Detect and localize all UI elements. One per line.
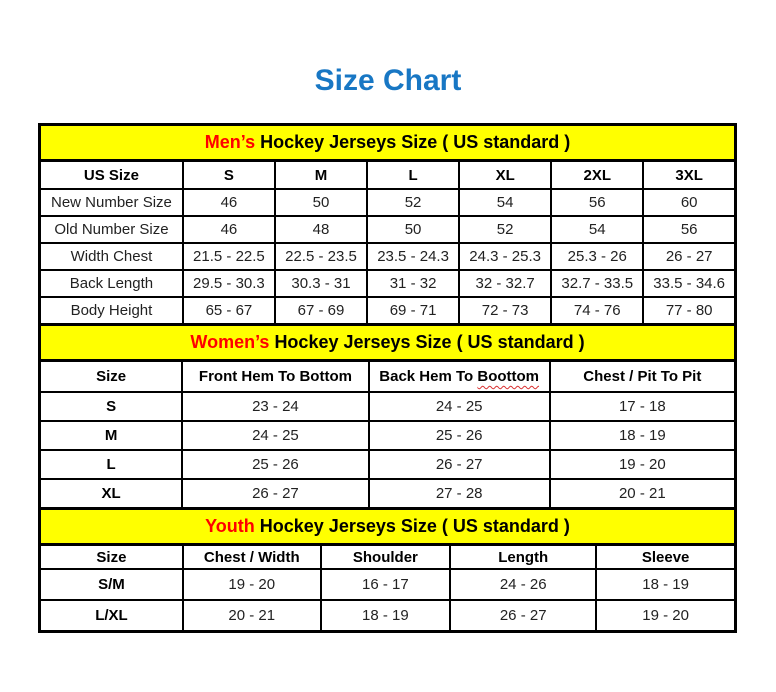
value-cell: 31 - 32	[367, 270, 459, 297]
mens-banner-accent: Men’s	[204, 132, 256, 152]
column-header-cell: US Size	[40, 161, 183, 190]
column-header-cell: L	[367, 161, 459, 190]
row-label-cell: Width Chest	[40, 243, 183, 270]
table-row	[40, 216, 736, 243]
womens-banner-row	[40, 325, 736, 361]
column-header-cell: Size	[40, 545, 183, 570]
value-cell: 67 - 69	[275, 297, 367, 325]
value-cell: 19 - 20	[596, 600, 735, 632]
value-cell: 21.5 - 22.5	[183, 243, 275, 270]
row-label-cell: S	[40, 392, 183, 421]
row-label-cell: M	[40, 421, 183, 450]
value-cell: 48	[275, 216, 367, 243]
womens-banner	[40, 325, 736, 361]
table-row	[40, 450, 736, 479]
value-cell: 32 - 32.7	[459, 270, 551, 297]
value-cell: 17 - 18	[550, 392, 736, 421]
column-header-cell	[369, 361, 550, 393]
value-cell: 25 - 26	[182, 450, 369, 479]
table-row	[40, 189, 736, 216]
value-cell: 18 - 19	[321, 600, 450, 632]
value-cell: 52	[367, 189, 459, 216]
value-cell: 72 - 73	[459, 297, 551, 325]
value-cell: 20 - 21	[183, 600, 321, 632]
column-header-text: Back Hem To	[379, 368, 474, 385]
row-label-cell: New Number Size	[40, 189, 183, 216]
row-label-cell: L	[40, 450, 183, 479]
value-cell: 29.5 - 30.3	[183, 270, 275, 297]
row-label-cell: Body Height	[40, 297, 183, 325]
value-cell: 23 - 24	[182, 392, 369, 421]
column-header-cell: Chest / Pit To Pit	[550, 361, 736, 393]
column-header-cell: Front Hem To Bottom	[182, 361, 369, 393]
youth-banner-row	[40, 509, 736, 545]
youth-size-table	[38, 507, 737, 633]
row-label-cell: Old Number Size	[40, 216, 183, 243]
table-row	[40, 479, 736, 509]
row-label-cell: L/XL	[40, 600, 183, 632]
column-header-cell: Length	[450, 545, 596, 570]
size-chart-page	[0, 64, 776, 692]
column-header-cell: Sleeve	[596, 545, 735, 570]
mens-banner-text: Hockey Jerseys Size ( US standard )	[260, 132, 571, 152]
row-label-cell: S/M	[40, 569, 183, 600]
value-cell: 56	[551, 189, 643, 216]
value-cell: 74 - 76	[551, 297, 643, 325]
page-title: Size Chart	[314, 64, 462, 97]
value-cell: 56	[643, 216, 735, 243]
misspelled-word: Boottom	[477, 368, 540, 385]
mens-header-row	[40, 161, 736, 190]
youth-header-row	[40, 545, 736, 570]
womens-banner-accent: Women’s	[190, 332, 270, 352]
table-row	[40, 243, 736, 270]
row-label-cell: Back Length	[40, 270, 183, 297]
value-cell: 69 - 71	[367, 297, 459, 325]
value-cell: 24 - 25	[182, 421, 369, 450]
value-cell: 26 - 27	[369, 450, 550, 479]
value-cell: 19 - 20	[550, 450, 736, 479]
value-cell: 18 - 19	[596, 569, 735, 600]
value-cell: 27 - 28	[369, 479, 550, 509]
size-chart-tables	[38, 123, 737, 633]
youth-banner-accent: Youth	[205, 516, 255, 536]
table-row	[40, 600, 736, 632]
value-cell: 77 - 80	[643, 297, 735, 325]
value-cell: 26 - 27	[182, 479, 369, 509]
value-cell: 26 - 27	[643, 243, 735, 270]
value-cell: 24 - 26	[450, 569, 596, 600]
value-cell: 32.7 - 33.5	[551, 270, 643, 297]
value-cell: 16 - 17	[321, 569, 450, 600]
value-cell: 52	[459, 216, 551, 243]
value-cell: 23.5 - 24.3	[367, 243, 459, 270]
youth-banner-text: Hockey Jerseys Size ( US standard )	[259, 516, 570, 536]
value-cell: 65 - 67	[183, 297, 275, 325]
value-cell: 22.5 - 23.5	[275, 243, 367, 270]
table-row	[40, 297, 736, 325]
row-label-cell: XL	[40, 479, 183, 509]
value-cell: 50	[367, 216, 459, 243]
value-cell: 54	[459, 189, 551, 216]
column-header-cell: XL	[459, 161, 551, 190]
table-row	[40, 392, 736, 421]
table-row	[40, 270, 736, 297]
value-cell: 18 - 19	[550, 421, 736, 450]
value-cell: 54	[551, 216, 643, 243]
value-cell: 24.3 - 25.3	[459, 243, 551, 270]
value-cell: 20 - 21	[550, 479, 736, 509]
table-row	[40, 569, 736, 600]
value-cell: 33.5 - 34.6	[643, 270, 735, 297]
value-cell: 46	[183, 216, 275, 243]
column-header-cell: Size	[40, 361, 183, 393]
table-row	[40, 421, 736, 450]
mens-banner-row	[40, 125, 736, 161]
youth-banner	[40, 509, 736, 545]
value-cell: 26 - 27	[450, 600, 596, 632]
value-cell: 25 - 26	[369, 421, 550, 450]
value-cell: 30.3 - 31	[275, 270, 367, 297]
womens-header-row	[40, 361, 736, 393]
column-header-cell: Chest / Width	[183, 545, 321, 570]
column-header-cell: 3XL	[643, 161, 735, 190]
column-header-cell: 2XL	[551, 161, 643, 190]
value-cell: 60	[643, 189, 735, 216]
mens-banner	[40, 125, 736, 161]
mens-size-table	[38, 123, 737, 326]
value-cell: 25.3 - 26	[551, 243, 643, 270]
column-header-cell: S	[183, 161, 275, 190]
value-cell: 46	[183, 189, 275, 216]
column-header-cell: Shoulder	[321, 545, 450, 570]
value-cell: 19 - 20	[183, 569, 321, 600]
womens-size-table	[38, 323, 737, 510]
womens-banner-text: Hockey Jerseys Size ( US standard )	[274, 332, 585, 352]
value-cell: 24 - 25	[369, 392, 550, 421]
column-header-cell: M	[275, 161, 367, 190]
value-cell: 50	[275, 189, 367, 216]
